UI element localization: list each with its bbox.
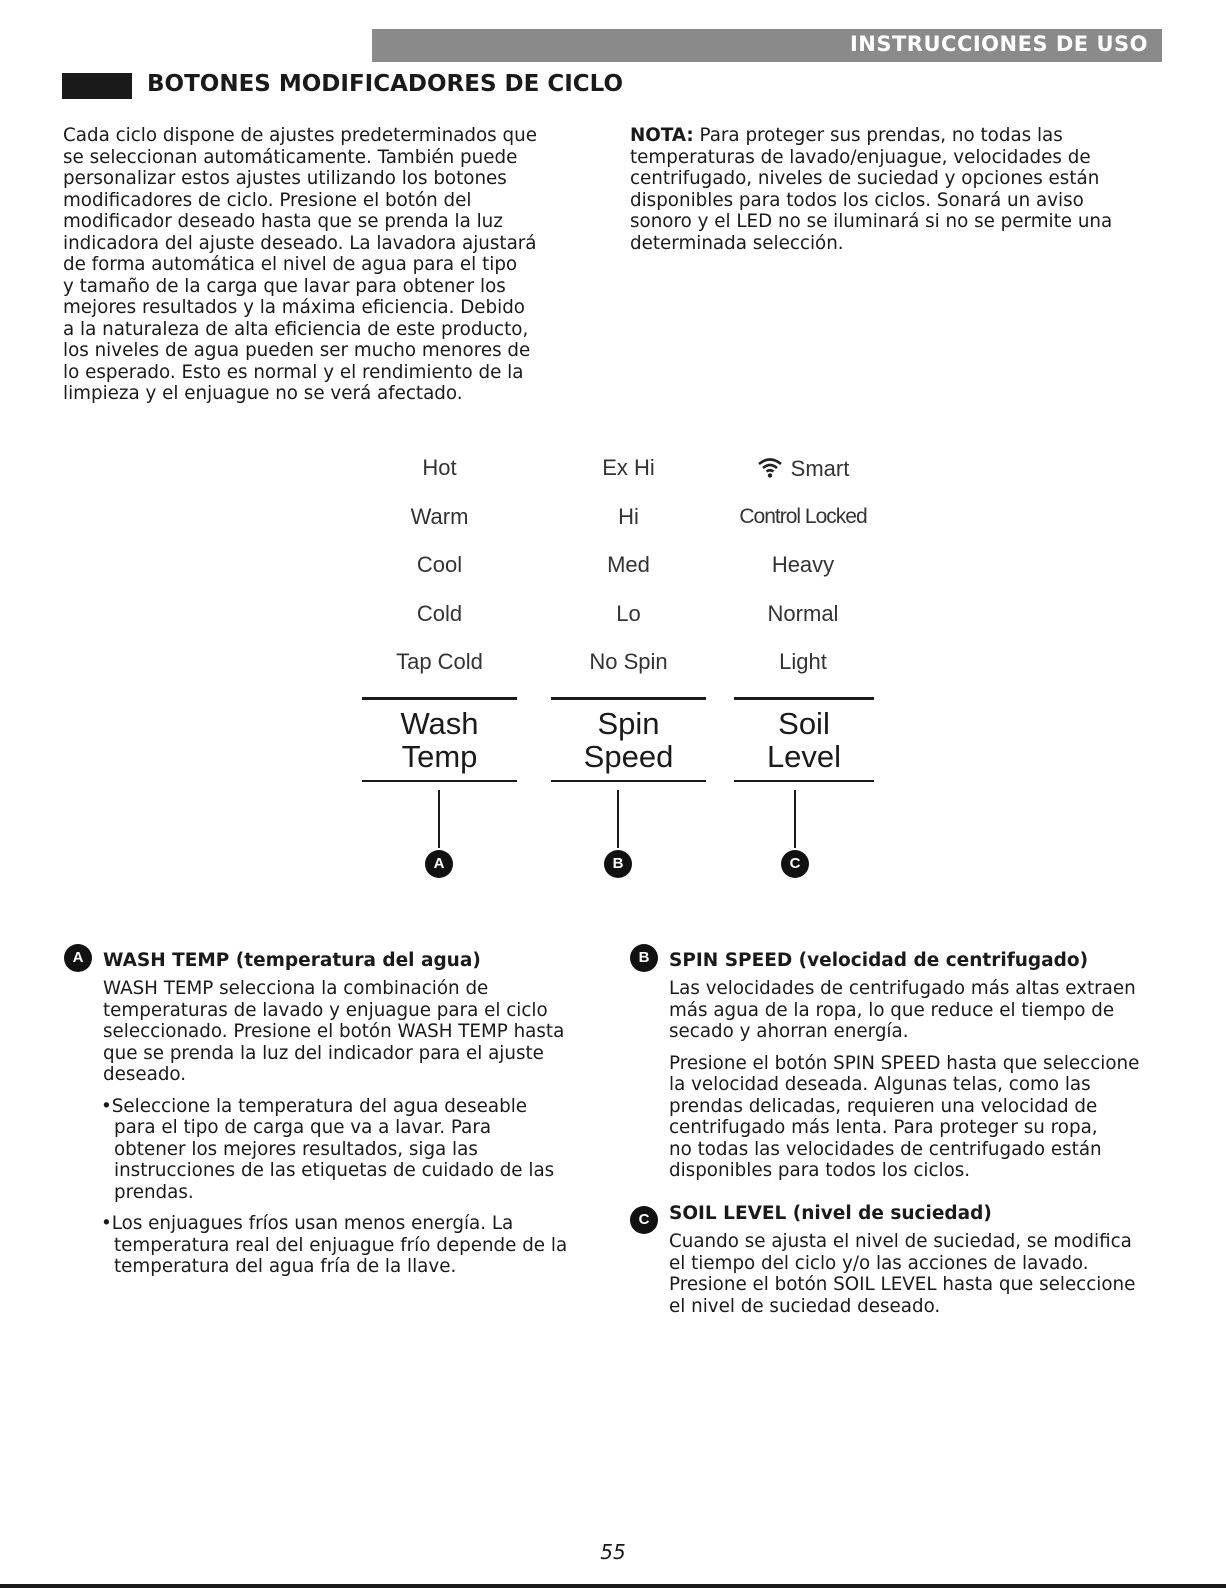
title-block-marker <box>62 73 132 99</box>
spin-speed-option: No Spin <box>589 649 668 674</box>
wash-temp-option: Tap Cold <box>396 649 483 674</box>
bottom-rule <box>0 1584 1226 1588</box>
leader-line-a <box>438 790 440 848</box>
wash-temp-options <box>362 456 517 699</box>
soil-level-button-bottom-rule <box>734 780 874 782</box>
soil-level-button[interactable]: Soil Level <box>766 706 842 774</box>
spin-speed-body: Las velocidades de centrifugado más altas extraen más agua de la ropa, lo que reduce el tiempo de secado y ahorran energía. Presione el botón SPIN SPEED hasta que seleccione la velocidad deseada. Algunas telas, como las prendas delicadas, requieren una velocidad de centrifugado más lenta. Para proteger su ropa, no todas las velocidades de centrifugado están disponibles para todos los ciclos. <box>669 978 1140 1181</box>
marker-a-icon: A <box>425 850 453 878</box>
wash-temp-button-top-rule <box>362 697 517 700</box>
marker-c-icon: C <box>630 1206 658 1234</box>
wash-temp-bullet: •Los enjuagues fríos usan menos energía. La temperatura real del enjuague frío depende de la temperatura del agua fría de la llave. <box>101 1213 568 1277</box>
note-label: NOTA: <box>630 125 694 146</box>
spin-speed-heading: SPIN SPEED (velocidad de centrifugado) <box>669 950 1089 971</box>
wash-temp-option: Cold <box>416 600 463 626</box>
marker-b-icon: B <box>630 944 658 972</box>
soil-level-option: Normal <box>767 600 839 626</box>
soil-level-option: Light <box>779 649 827 674</box>
section-label: INSTRUCCIONES DE USO <box>849 32 1148 56</box>
header-bar <box>372 29 1162 62</box>
spin-speed-option: Lo <box>616 600 641 626</box>
wash-temp-option: Cool <box>416 552 463 577</box>
intro-paragraph: Cada ciclo dispone de ajustes predeterminados que se seleccionan automáticamente. También puede personalizar estos ajustes utilizando los botones modificadores de ciclo. Presione el botón del modificador deseado hasta que se prenda la luz indicadora del ajuste deseado. La lavadora ajustará de forma automática el nivel de agua para el tipo y tamaño de la carga que lavar para obtener los mejores resultados y la máxima eficiencia. Debido a la naturaleza de alta eficiencia de este producto, los niveles de agua pueden ser mucho menores de lo esperado. Esto es normal y el rendimiento de la limpieza y el enjuague no se verá afectado. <box>63 125 537 404</box>
section-title: BOTONES MODIFICADORES DE CICLO <box>147 71 624 97</box>
spin-speed-button[interactable]: Spin Speed <box>583 706 674 774</box>
note-paragraph: NOTA: Para proteger sus prendas, no todas las temperaturas de lavado/enjuague, velocidades de centrifugado, niveles de suciedad y opciones están disponibles para todos los ciclos. Sonará un aviso sonoro y el LED no se iluminará si no se permite una determinada selección. <box>630 125 1113 254</box>
wash-temp-bullet: •Seleccione la temperatura del agua deseable para el tipo de carga que va a lavar. Para obtener los mejores resultados, siga las instrucciones de las etiquetas de cuidado de las prendas. <box>101 1095 555 1203</box>
smart-indicator: Smart <box>733 456 873 505</box>
soil-level-body: Cuando se ajusta el nivel de suciedad, se modifica el tiempo del ciclo y/o las acciones de lavado. Presione el botón SOIL LEVEL hasta que seleccione el nivel de suciedad deseado. <box>669 1231 1136 1317</box>
soil-level-option: Heavy <box>771 552 835 577</box>
spin-speed-options <box>551 456 706 699</box>
marker-b-icon: B <box>604 850 632 878</box>
page-number: 55 <box>600 1540 626 1564</box>
leader-line-c <box>794 790 796 848</box>
soil-level-heading: SOIL LEVEL (nivel de suciedad) <box>669 1203 992 1224</box>
marker-a-icon: A <box>64 944 92 972</box>
wash-temp-option: Warm <box>410 503 469 529</box>
wash-temp-button[interactable]: Wash Temp <box>400 706 479 774</box>
spin-speed-option: Hi <box>618 503 639 529</box>
wifi-icon <box>757 456 783 478</box>
spin-speed-button-bottom-rule <box>551 780 706 782</box>
spin-speed-option: Med <box>607 552 650 577</box>
spin-speed-button-top-rule <box>551 697 706 700</box>
marker-c-icon: C <box>781 850 809 878</box>
wash-temp-heading: WASH TEMP (temperatura del agua) <box>103 950 481 971</box>
wash-temp-option: Hot <box>422 455 457 480</box>
control-locked-indicator: Control Locked <box>739 504 867 528</box>
soil-level-options <box>733 456 873 699</box>
soil-level-button-top-rule <box>734 697 874 700</box>
leader-line-b <box>617 790 619 848</box>
wash-temp-button-bottom-rule <box>362 780 517 782</box>
spin-speed-option: Ex Hi <box>602 455 655 480</box>
wash-temp-body: WASH TEMP selecciona la combinación de temperaturas de lavado y enjuague para el ciclo seleccionado. Presione el botón WASH TEMP hasta que se prenda la luz del indicador para el ajuste deseado. •Seleccione la temperatura del agua deseable para el tipo de carga que va a lavar. Para obtener los mejores resultados, siga las instrucciones de las etiquetas de cuidado de las prendas. •Los enjuagues fríos usan menos energía. La temperatura real del enjuague frío depende de la temperatura del agua fría de la llave. <box>101 978 568 1277</box>
